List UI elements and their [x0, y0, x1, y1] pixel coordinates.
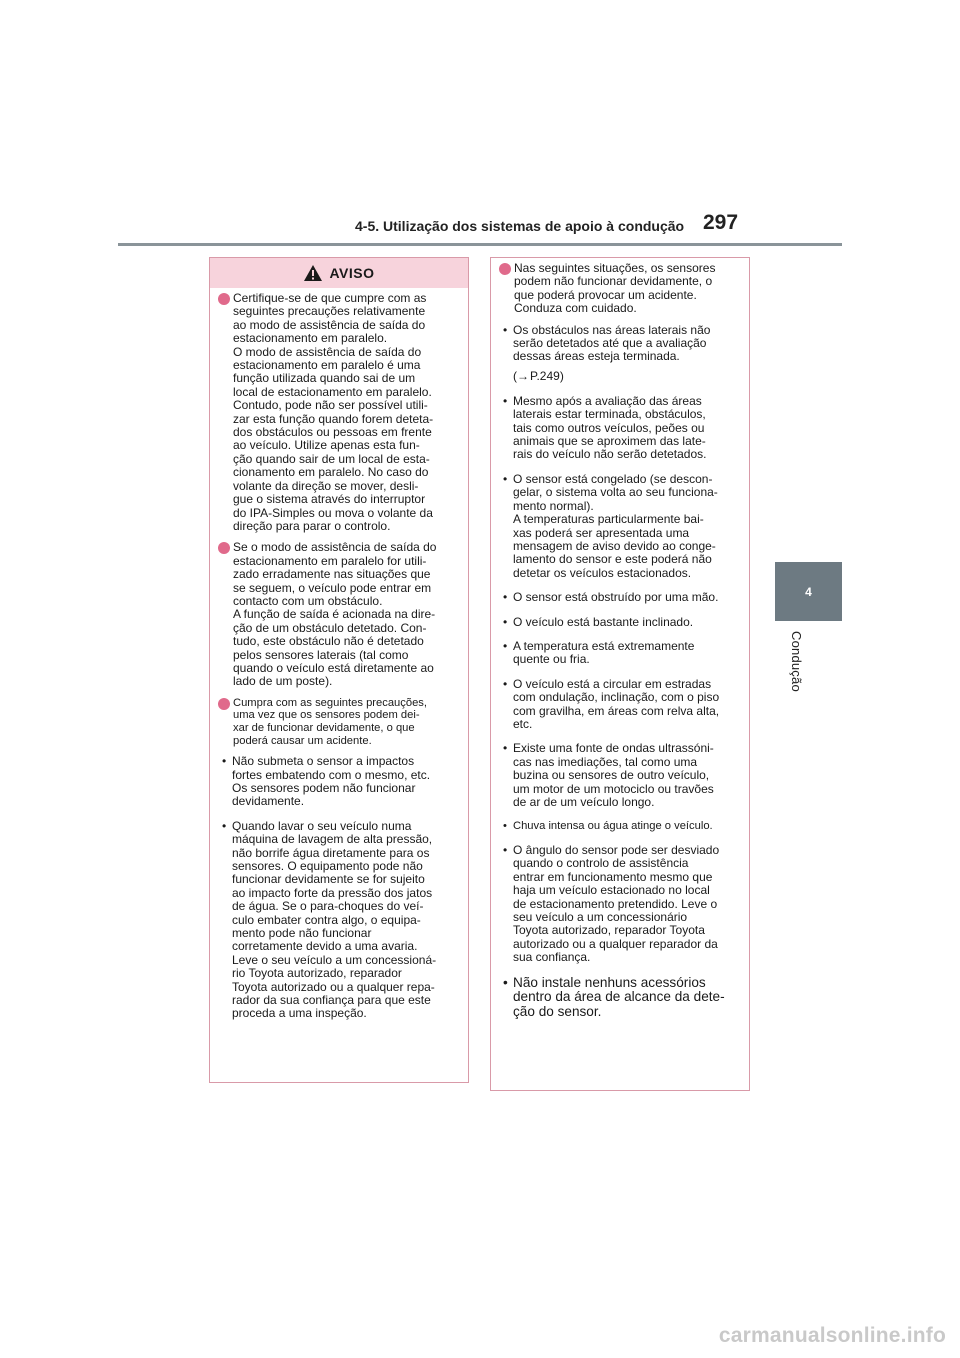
item-text: O sensor está congelado (se descon- gelar, o sistema volta ao seu funciona- mento normal). A temperaturas particularmente bai- xas poderá ser apresentada uma mensagem de aviso devido ao conge- lamento do sensor e este poderá não detetar os veículos estacionados. [513, 471, 718, 580]
bullet-icon: • [503, 393, 508, 408]
warning-item [218, 541, 462, 688]
page-reference[interactable]: ( → P.249 ) [513, 368, 564, 383]
header-divider [118, 243, 842, 246]
bullet-dot-icon [218, 698, 230, 710]
warning-box-right [490, 257, 750, 1091]
bullet-icon: • [503, 676, 508, 691]
arrow-right-icon: → [517, 368, 529, 383]
bullet-icon: • [503, 322, 508, 337]
watermark: carmanualsonline.info [718, 1324, 946, 1347]
bullet-icon: • [503, 471, 508, 486]
bullet-dot-icon [499, 263, 511, 275]
item-text: O veículo está bastante inclinado. [513, 614, 694, 629]
item-text: O ângulo do sensor pode ser desviado quando o controlo de assistência entrar em funcionamento mesmo que haja um veículo estacionado no local de estacionamento pretendido. Leve o seu veículo a um concessionário Toyota autorizado, reparador Toyota autorizado ou a qualquer reparador da sua confiança. [513, 843, 720, 965]
bullet-icon: • [503, 614, 508, 629]
item-text: Nas seguintes situações, os sensores podem não funcionar devidamente, o que poderá provocar um acidente. Conduza com cuidado. [514, 261, 716, 316]
item-text: Certifique-se de que cumpre com as seguintes precauções relativamente ao modo de assistência de saída do estacionamento em paralelo. O modo de assistência de saída do estacionamento em paralelo é uma função utilizada quando sai de um local de estacionamento em paralelo. Contudo, pode não ser possível utili- zar esta função quando forem deteta- dos obstáculos ou pessoas em frente ao veículo. Utilize apenas esta fun- ção quando sair de um local de esta- cionamento em paralelo. No caso do volante da direção se mover, desli- gue o sistema através do interruptor do IPA-Simples ou mova o volante da direção para parar o controlo. [233, 291, 434, 533]
item-text: Quando lavar o seu veículo numa máquina de lavagem de alta pressão, não borrife água diretamente para os sensores. O equipamento pode não funcionar devidamente se for sujeito ao impacto forte da pressão dos jatos de água. Se o para-choques do veí- culo embater contra algo, o equipa- mento pode não funcionar corretamente devido a uma avaria. Leve o seu veículo a um concessioná- rio Toyota autorizado, reparador Toyota autorizado ou a qualquer repa- rador da sua confiança para que este proceda a uma inspeção. [232, 818, 437, 1021]
bullet-icon: • [503, 820, 507, 833]
warning-subitem [499, 742, 743, 809]
item-text: Chuva intensa ou água atinge o veículo. [513, 820, 713, 833]
warning-box-left [209, 257, 469, 1083]
warning-item [218, 697, 462, 747]
warning-subitem [499, 640, 743, 667]
warning-subitem [499, 473, 743, 580]
bullet-dot-icon [218, 542, 230, 554]
item-text: Os obstáculos nas áreas laterais não serão detetados até que a avaliação dessas áreas esteja terminada. [513, 322, 711, 364]
bullet-icon: • [503, 843, 508, 857]
item-text: O veículo está a circular em estradas com ondulação, inclinação, com o piso com gravilha, em áreas com relva alta, etc. [513, 676, 720, 731]
item-text: Cumpra com as seguintes precauções, uma vez que os sensores podem dei- xar de funcionar devidamente, o que poderá causar um acidente. [233, 696, 428, 747]
bullet-icon: • [503, 974, 508, 990]
warning-triangle-icon [303, 264, 323, 282]
item-text: A temperatura está extremamente quente ou fria. [513, 638, 695, 667]
item-text: Mesmo após a avaliação das áreas laterais estar terminada, obstáculos, tais como outros veículos, peões ou animais que se aproximem das late- rais do veículo não serão detetados. [513, 393, 707, 462]
warning-subitem [499, 395, 743, 462]
warning-body-left [210, 288, 468, 1021]
bullet-icon: • [222, 754, 227, 769]
bullet-icon: • [503, 638, 508, 653]
bullet-icon: • [222, 818, 227, 833]
chapter-label: Condução [789, 631, 804, 692]
item-text: O sensor está obstruído por uma mão. [513, 590, 719, 605]
bullet-icon: • [503, 590, 508, 605]
item-text: Existe uma fonte de ondas ultrassóni- cas nas imediações, tal como uma buzina ou sensores de outro veículo, um motor de um motociclo ou travões de ar de um veículo longo. [513, 741, 714, 809]
section-title: 4-5. Utilização dos sistemas de apoio à condução [355, 218, 685, 234]
warning-title: AVISO [329, 265, 375, 281]
warning-subitem [499, 976, 743, 1020]
warning-subitem [499, 591, 743, 604]
warning-subitem [499, 820, 743, 833]
warning-subitem [499, 324, 743, 364]
warning-subitem [499, 616, 743, 629]
warning-subitem [499, 678, 743, 732]
chapter-number: 4 [805, 584, 812, 599]
item-text: Se o modo de assistência de saída do estacionamento em paralelo for utili- zado erradamente nas situações que se seguem, o veículo pode entrar em contacto com um obstáculo. A função de saída é acionada na dire- ção de um obstáculo detetado. Con- tudo, este obstáculo não é detetado pelos sensores laterais (tal como quando o veículo está diretamente ao lado de um poste). [233, 540, 437, 689]
bullet-dot-icon [218, 293, 230, 305]
bullet-icon: • [503, 741, 508, 756]
item-text: Não instale nenhuns acessórios dentro da área de alcance da dete- ção do sensor. [513, 974, 725, 1019]
chapter-tab[interactable] [775, 562, 842, 621]
warning-item [218, 292, 462, 533]
page-number: 297 [703, 211, 739, 234]
item-text: Não submeta o sensor a impactos fortes embatendo com o mesmo, etc. Os sensores podem não funcionar devidamente. [232, 754, 431, 809]
warning-subitem [218, 755, 462, 809]
warning-subitem [499, 844, 743, 965]
warning-subitem [218, 820, 462, 1021]
warning-header [210, 258, 468, 288]
warning-item [499, 262, 743, 316]
reference-page: P.249 [530, 368, 560, 383]
